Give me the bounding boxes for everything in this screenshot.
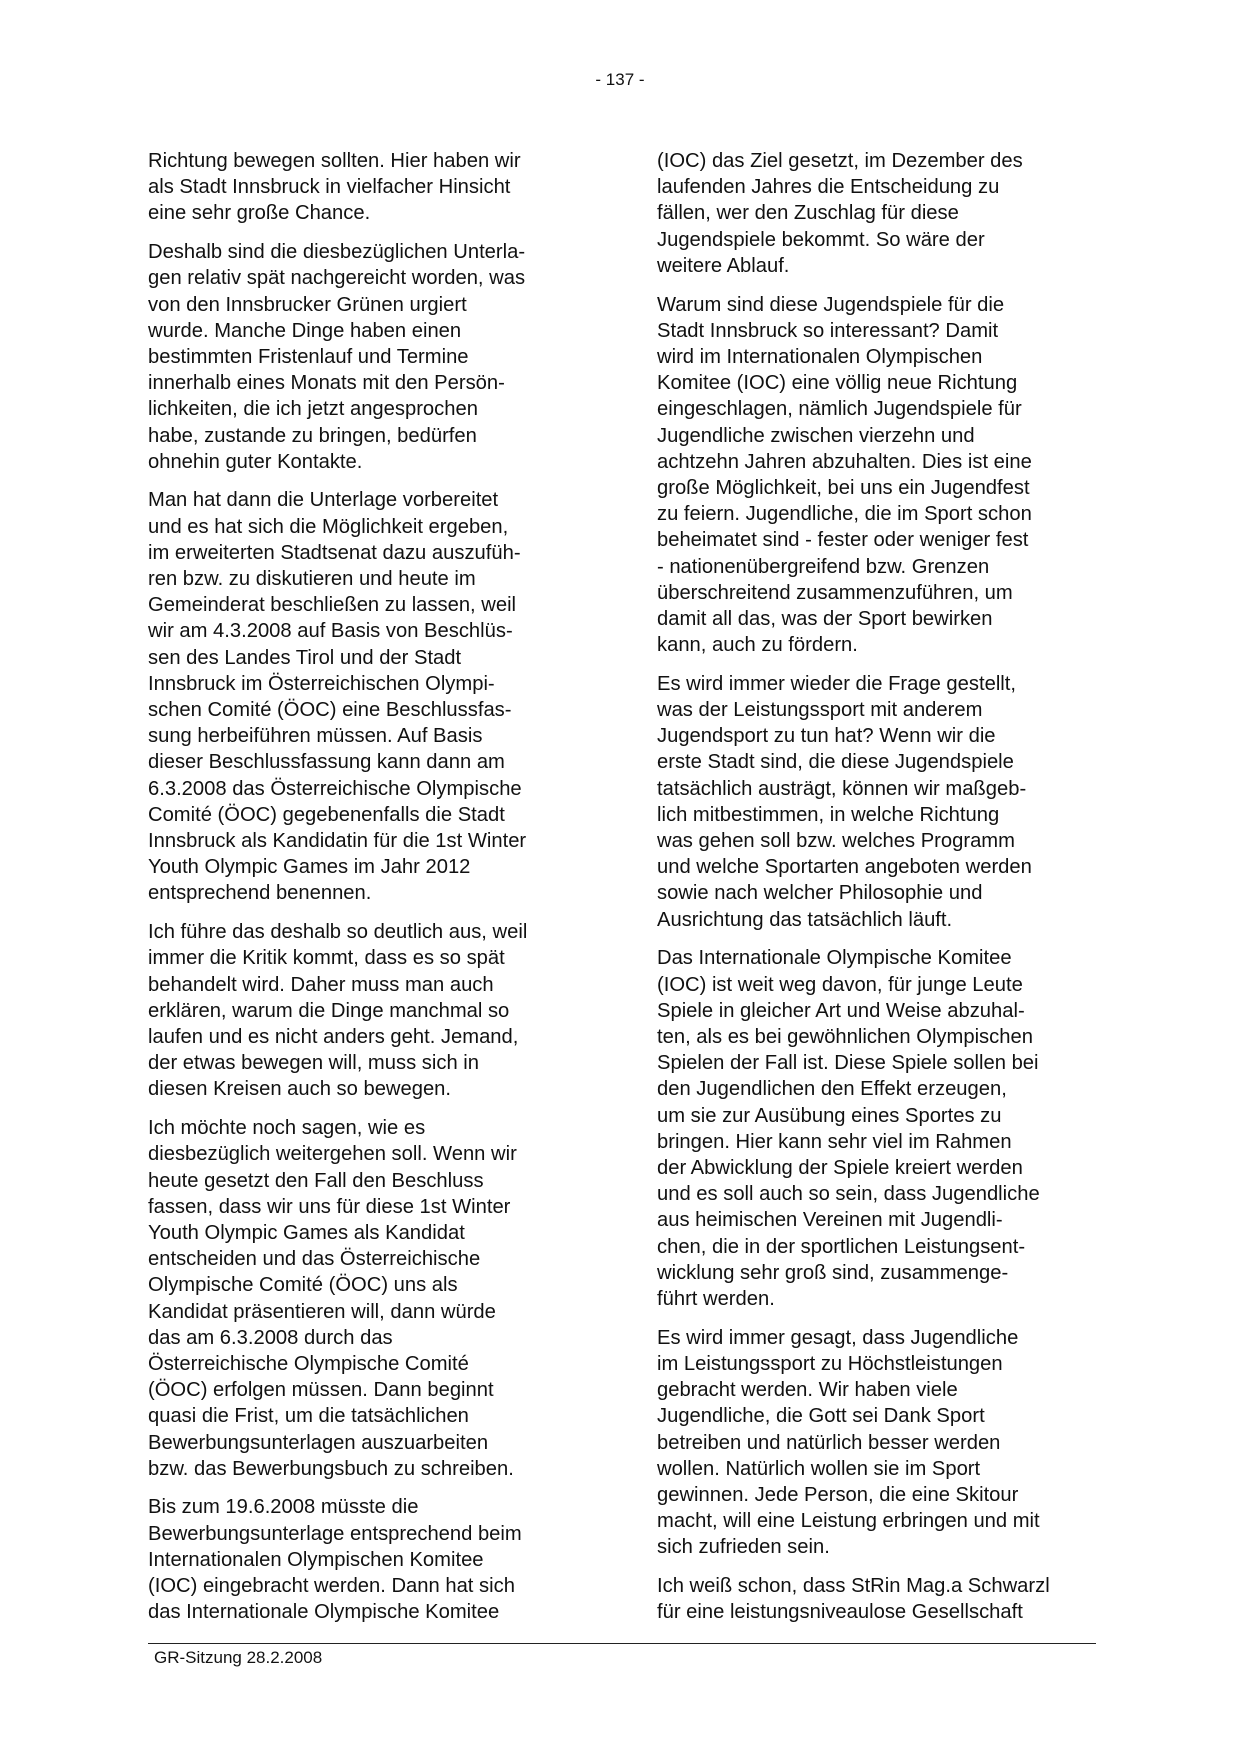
footer-divider <box>148 1643 1096 1644</box>
paragraph: Ich führe das deshalb so deutlich aus, weil immer die Kritik kommt, dass es so spät behandelt wird. Daher muss man auch erklären, warum die Dinge manchmal so laufen und es nicht anders geht. Jemand, der etwas bewegen will, muss sich in diesen Kreisen auch so bewegen. <box>148 921 528 1101</box>
paragraph: Bis zum 19.6.2008 müsste die Bewerbungsunterlage entsprechend beim Internationalen Olympischen Komitee (IOC) eingebracht werden. Dann hat sich das Internationale Olympische Komitee <box>148 1496 522 1624</box>
paragraph: Warum sind diese Jugendspiele für die Stadt Innsbruck so interessant? Damit wird im Internationalen Olympischen Komitee (IOC) eine völlig neue Richtung eingeschlagen, nämlich Jugendspiele für Jugendliche zwischen vierzehn und achtzehn Jahren abzuhalten. Dies ist eine große Möglichkeit, bei uns ein Jugendfest zu feiern. Jugendliche, die im Sport schon beheimatet sind - fester oder weniger fest - nationenübergreifend bzw. Grenzen überschreitend zusammenzuführen, um damit all das, was der Sport bewirken kann, auch zu fördern. <box>657 293 1032 657</box>
paragraph: Richtung bewegen sollten. Hier haben wir als Stadt Innsbruck in vielfacher Hinsicht eine sehr große Chance. <box>148 150 521 225</box>
paragraph: (IOC) das Ziel gesetzt, im Dezember des laufenden Jahres die Entscheidung zu fällen, wer den Zuschlag für diese Jugendspiele bekommt. So wäre der weitere Ablauf. <box>657 150 1023 277</box>
paragraph: Ich möchte noch sagen, wie es diesbezüglich weitergehen soll. Wenn wir heute gesetzt den Fall den Beschluss fassen, dass wir uns für diese 1st Winter Youth Olympic Games als Kandidat entscheiden und das Österreichische Olympische Comité (ÖOC) uns als Kandidat präsentieren will, dann würde das am 6.3.2008 durch das Österreichische Olympische Comité (ÖOC) erfolgen müssen. Dann beginnt quasi die Frist, um die tatsächlichen Bewerbungsunterlagen auszuarbeiten bzw. das Bewerbungsbuch zu schreiben. <box>148 1117 517 1480</box>
footer-text: GR-Sitzung 28.2.2008 <box>154 1648 323 1667</box>
left-column <box>148 148 588 1638</box>
paragraph: Ich weiß schon, dass StRin Mag.a Schwarzl für eine leistungsniveaulose Gesellschaft <box>657 1575 1050 1624</box>
paragraph: Es wird immer gesagt, dass Jugendliche im Leistungssport zu Höchstleistungen gebracht werden. Wir haben viele Jugendliche, die Gott sei Dank Sport betreiben und natürlich besser werden wollen. Natürlich wollen sie im Sport gewinnen. Jede Person, die eine Skitour macht, will eine Leistung erbringen und mit sich zufrieden sein. <box>657 1326 1040 1559</box>
page-number: - 137 - <box>595 70 645 89</box>
paragraph: Deshalb sind die diesbezüglichen Unterla- gen relativ spät nachgereicht worden, was von den Innsbrucker Grünen urgiert wurde. Manche Dinge haben einen bestimmten Fristenlauf und Termine innerhalb eines Monats mit den Persön- lichkeiten, die ich jetzt angesprochen habe, zustande zu bringen, bedürfen ohnehin guter Kontakte. <box>148 241 526 473</box>
right-column <box>657 148 1097 1638</box>
paragraph: Man hat dann die Unterlage vorbereitet und es hat sich die Möglichkeit ergeben, im erweiterten Stadtsenat dazu auszufüh- ren bzw. zu diskutieren und heute im Gemeinderat beschließen zu lassen, weil wir am 4.3.2008 auf Basis von Beschlüs- sen des Landes Tirol und der Stadt Innsbruck im Österreichischen Olympi- schen Comité (ÖOC) eine Beschlussfas- sung herbeiführen müssen. Auf Basis dieser Beschlussfassung kann dann am 6.3.2008 das Österreichische Olympische Comité (ÖOC) gegebenenfalls die Stadt Innsbruck als Kandidatin für die 1st Winter Youth Olympic Games im Jahr 2012 entsprechend benennen. <box>148 489 527 905</box>
paragraph: Das Internationale Olympische Komitee (IOC) ist weit weg davon, für junge Leute Spiele in gleicher Art und Weise abzuhal- ten, als es bei gewöhnlichen Olympischen Spielen der Fall ist. Diese Spiele sollen bei den Jugendlichen den Effekt erzeugen, um sie zur Ausübung eines Sportes zu bringen. Hier kann sehr viel im Rahmen der Abwicklung der Spiele kreiert werden und es soll auch so sein, dass Jugendliche aus heimischen Vereinen mit Jugendli- chen, die in der sportlichen Leistungsent- wicklung sehr groß sind, zusammenge- führt werden. <box>657 947 1040 1311</box>
paragraph: Es wird immer wieder die Frage gestellt, was der Leistungssport mit anderem Jugendsport zu tun hat? Wenn wir die erste Stadt sind, die diese Jugendspiele tatsächlich austrägt, können wir maßgeb- lich mitbestimmen, in welche Richtung was gehen soll bzw. welches Programm und welche Sportarten angeboten werden sowie nach welcher Philosophie und Ausrichtung das tatsächlich läuft. <box>657 672 1032 931</box>
